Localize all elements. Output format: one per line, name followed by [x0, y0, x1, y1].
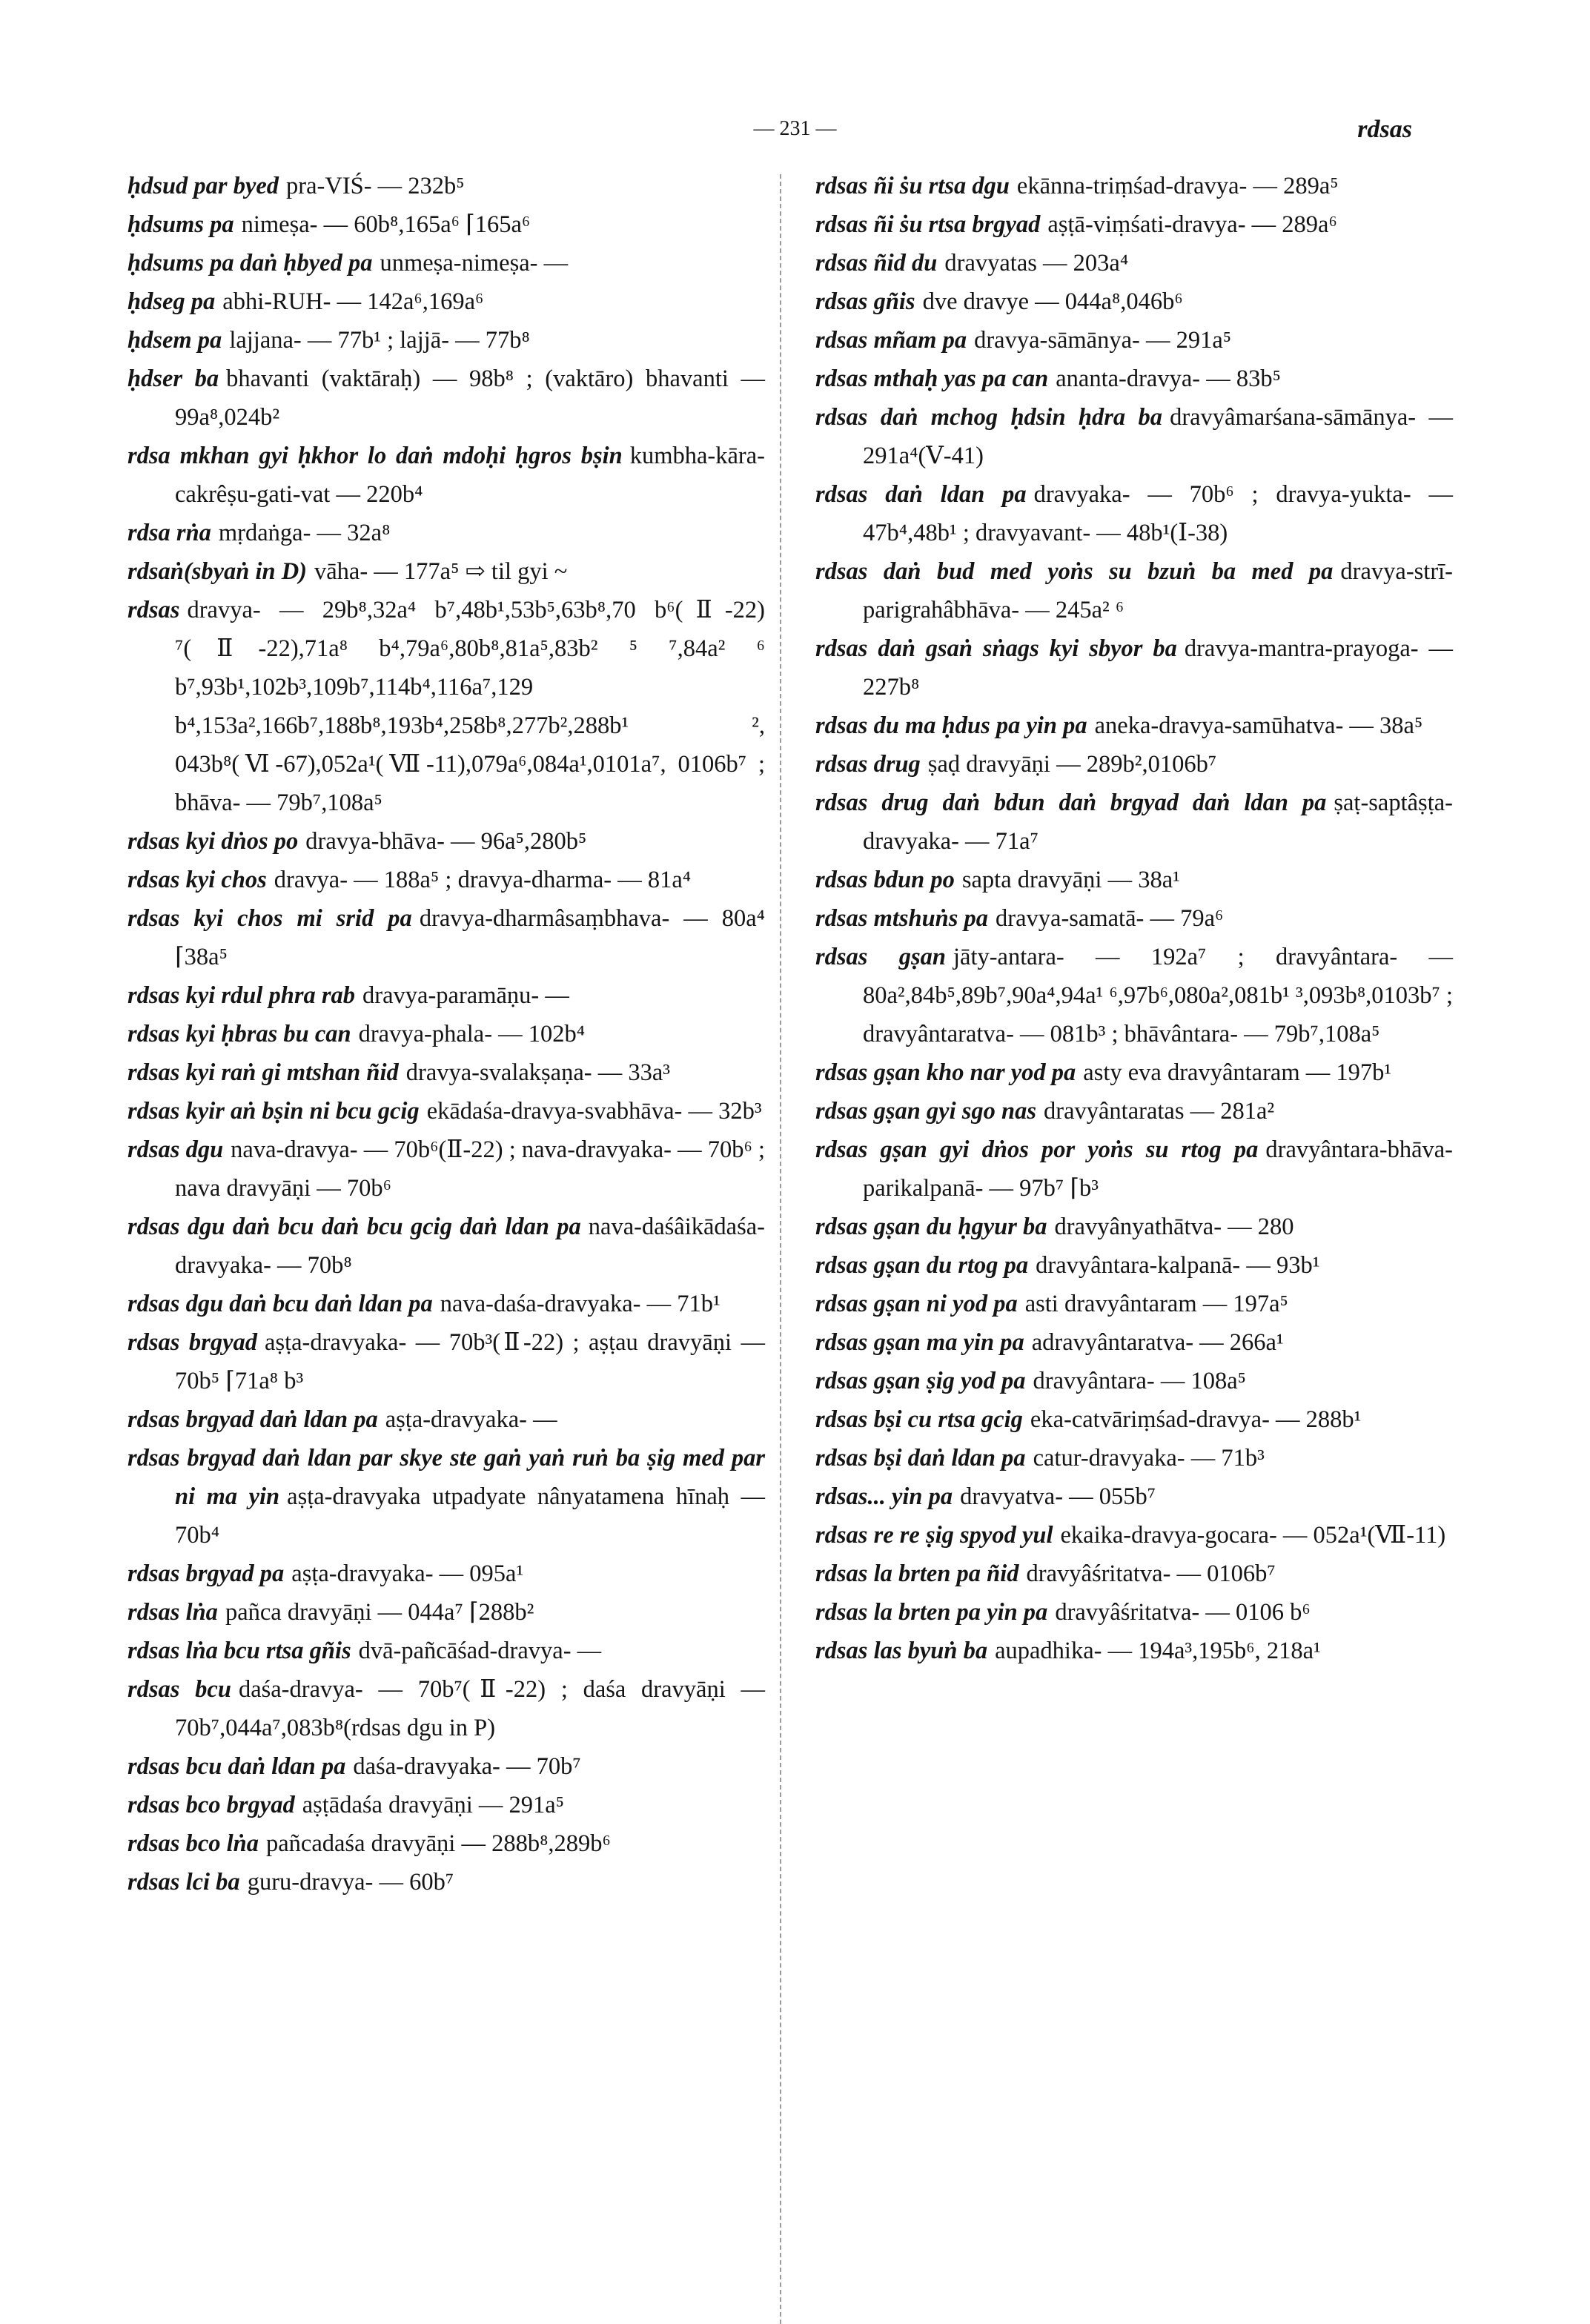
entry-definition: dravya-paramāṇu- —	[362, 982, 569, 1009]
entry-headword: rdsas gṣan ma yin pa	[815, 1329, 1024, 1356]
dictionary-entry	[815, 398, 1453, 475]
entry-definition: aṣṭa-dravyaka utpadyate nânyatamena hīnaḥ — 70b⁴	[175, 1483, 765, 1549]
entry-headword: rdsas gṣan gyi dṅos por yoṅs su rtog pa	[815, 1136, 1259, 1163]
dictionary-entry	[127, 1323, 765, 1400]
dictionary-entry	[127, 861, 765, 899]
entry-headword: rdsas mñam pa	[815, 327, 967, 354]
entry-headword: rdsas brgyad daṅ ldan par skye ste gaṅ yaṅ ruṅ ba ṣig med par ni ma yin	[127, 1445, 765, 1510]
entry-headword: rdsas brgyad daṅ ldan pa	[127, 1406, 378, 1433]
entry-definition: ekānna-triṃśad-dravya- — 289a⁵	[1016, 173, 1339, 199]
entry-headword: rdsas brgyad	[127, 1329, 258, 1356]
entry-headword: rdsas ñi ṡu rtsa brgyad	[815, 211, 1041, 238]
entry-definition: dravyaka- — 70b⁶ ; dravya-yukta- — 47b⁴,48b¹ ; dravyavant- — 48b¹(Ⅰ-38)	[863, 481, 1453, 546]
dictionary-entry	[127, 1208, 765, 1285]
entry-headword: rdsas bcu daṅ ldan pa	[127, 1753, 346, 1780]
entry-definition: dravyatva- — 055b⁷	[960, 1483, 1156, 1510]
entry-definition: ananta-dravya- — 83b⁵	[1056, 365, 1281, 392]
entry-definition: aṣṭa-dravyaka- — 095a¹	[291, 1560, 524, 1587]
entry-definition: mṛdaṅga- — 32a⁸	[218, 520, 391, 546]
entry-headword: ḥdseg pa	[127, 288, 216, 315]
dictionary-entry	[815, 1208, 1453, 1246]
entry-headword: rdsas la brten pa ñid	[815, 1560, 1019, 1587]
entry-definition: dravya-samatā- — 79a⁶	[996, 905, 1224, 932]
entry-headword: rdsas daṅ gsaṅ sṅags kyi sbyor ba	[815, 635, 1177, 662]
dictionary-entry	[127, 1053, 765, 1092]
entry-headword: rdsas ñid du	[815, 250, 938, 277]
entry-definition: dravya-dharmâsaṃbhava- — 80a⁴ ⌈38a⁵	[175, 905, 765, 970]
dictionary-entry	[815, 1400, 1453, 1439]
entry-headword: rdsas drug daṅ bdun daṅ brgyad daṅ ldan pa	[815, 789, 1327, 816]
entry-headword: rdsas kyi rdul phra rab	[127, 982, 356, 1009]
dictionary-entry	[815, 1285, 1453, 1323]
entry-definition: daśa-dravyaka- — 70b⁷	[353, 1753, 581, 1780]
entry-definition: pañcadaśa dravyāṇi — 288b⁸,289b⁶	[265, 1830, 611, 1857]
entry-definition: dravya-strī-parigrahâbhāva- — 245a² ⁶	[863, 558, 1453, 623]
entry-headword: rdsas daṅ ldan pa	[815, 481, 1027, 508]
page-number: — 231 —	[753, 117, 837, 140]
entry-definition: dravyâśritatva- — 0106b⁷	[1026, 1560, 1276, 1587]
entry-definition: aṣṭa-dravyaka- — 70b³(Ⅱ-22) ; aṣṭau dravyāṇi — 70b⁵ ⌈71a⁸ b³	[175, 1329, 765, 1394]
entry-headword: rdsas bṣi daṅ ldan pa	[815, 1445, 1026, 1471]
entry-definition: asti dravyântaram — 197a⁵	[1024, 1291, 1288, 1317]
entry-headword: rdsas... yin pa	[815, 1483, 953, 1510]
dictionary-entry	[127, 1670, 765, 1747]
dictionary-entry	[127, 1632, 765, 1670]
entry-definition: pañca dravyāṇi — 044a⁷ ⌈288b²	[225, 1599, 534, 1626]
entry-definition: dravyânyathātva- — 280	[1054, 1214, 1294, 1240]
entry-definition: dravya- — 188a⁵ ; dravya-dharma- — 81a⁴	[274, 867, 692, 893]
dictionary-entry	[815, 706, 1453, 745]
left-column	[127, 167, 765, 1901]
dictionary-entry	[127, 1593, 765, 1632]
entry-definition: dravyântara- — 108a⁵	[1033, 1368, 1246, 1394]
entry-definition: eka-catvāriṃśad-dravya- — 288b¹	[1030, 1406, 1362, 1433]
dictionary-entry	[127, 899, 765, 976]
entry-definition: dve dravye — 044a⁸,046b⁶	[922, 288, 1183, 315]
right-column	[815, 167, 1453, 1670]
dictionary-entry	[815, 1246, 1453, 1285]
entry-definition: dvā-pañcāśad-dravya- —	[358, 1638, 602, 1664]
dictionary-entry	[127, 1786, 765, 1824]
entry-headword: rdsas gṣan du ḥgyur ba	[815, 1214, 1047, 1240]
entry-headword: rdsas mtshuṅs pa	[815, 905, 989, 932]
entry-headword: rdsas las byuṅ ba	[815, 1638, 988, 1664]
dictionary-entry	[815, 1092, 1453, 1130]
dictionary-entry	[127, 1015, 765, 1053]
entry-definition: abhi-RUH- — 142a⁶,169a⁶	[222, 288, 484, 315]
entry-headword: rdsas dgu	[127, 1136, 224, 1163]
dictionary-entry	[127, 1400, 765, 1439]
entry-definition: ekādaśa-dravya-svabhāva- — 32b³	[426, 1098, 762, 1125]
dictionary-entry	[815, 205, 1453, 244]
entry-headword: rdsas mthaḥ yas pa can	[815, 365, 1049, 392]
entry-headword: rdsa rṅa	[127, 520, 211, 546]
entry-definition: asty eva dravyântaram — 197b¹	[1083, 1059, 1392, 1086]
entry-headword: rdsas re re ṣig spyod yul	[815, 1522, 1053, 1549]
entry-definition: dravyântara-bhāva-parikalpanā- — 97b⁷ ⌈b³	[863, 1136, 1453, 1202]
entry-headword: rdsa mkhan gyi ḥkhor lo daṅ mdoḥi ḥgros bṣin	[127, 443, 623, 469]
entry-headword: rdsas kyir aṅ bṣin ni bcu gcig	[127, 1098, 420, 1125]
entry-headword: rdsas dgu daṅ bcu daṅ bcu gcig daṅ ldan pa	[127, 1214, 581, 1240]
entry-definition: unmeṣa-nimeṣa- —	[380, 250, 569, 277]
dictionary-entry	[815, 745, 1453, 784]
entry-definition: sapta dravyāṇi — 38a¹	[961, 867, 1180, 893]
entry-definition: aṣṭa-dravyaka- —	[385, 1406, 557, 1433]
entry-definition: bhavanti (vaktāraḥ) — 98b⁸ ; (vaktāro) bhavanti — 99a⁸,024b²	[175, 365, 766, 431]
entry-headword: rdsas gṣan ṣig yod pa	[815, 1368, 1026, 1394]
dictionary-entry	[127, 437, 765, 514]
entry-definition: nimeṣa- — 60b⁸,165a⁶ ⌈165a⁶	[241, 211, 531, 238]
entry-definition: jāty-antara- — 192a⁷ ; dravyântara- — 80a²,84b⁵,89b⁷,90a⁴,94a¹ ⁶,97b⁶,080a²,081b¹ ³,093b⁸,0103b⁷ ; dravyântaratva- — 081b³ ; bhāvântara- — 79b⁷,108a⁵	[863, 944, 1454, 1047]
entry-definition: guru-dravya- — 60b⁷	[247, 1869, 454, 1896]
dictionary-entry	[815, 1593, 1453, 1632]
entry-definition: dravya-phala- — 102b⁴	[358, 1021, 586, 1047]
entry-definition: vāha- — 177a⁵ ⇨ til gyi ~	[314, 558, 568, 585]
dictionary-entry	[127, 1824, 765, 1863]
dictionary-entry	[127, 1555, 765, 1593]
entry-headword: ḥdsums pa	[127, 211, 234, 238]
entry-definition: dravyântara-kalpanā- — 93b¹	[1036, 1252, 1320, 1279]
entry-definition: aupadhika- — 194a³,195b⁶, 218a¹	[995, 1638, 1321, 1664]
entry-headword: rdsas lci ba	[127, 1869, 240, 1896]
dictionary-entry	[127, 591, 765, 822]
entry-definition: ṣaḍ dravyāṇi — 289b²,0106b⁷	[927, 751, 1217, 778]
entry-definition: aṣṭādaśa dravyāṇi — 291a⁵	[302, 1792, 565, 1818]
entry-definition: dravya-bhāva- — 96a⁵,280b⁵	[305, 828, 587, 855]
entry-headword: rdsas gṣan	[815, 944, 946, 970]
entry-definition: ekaika-dravya-gocara- — 052a¹(Ⅶ-11)	[1060, 1522, 1446, 1549]
dictionary-entry	[815, 552, 1453, 629]
entry-definition: dravyatas — 203a⁴	[944, 250, 1129, 277]
entry-headword: rdsas bdun po	[815, 867, 955, 893]
dictionary-entry	[127, 1439, 765, 1555]
entry-headword: rdsas brgyad pa	[127, 1560, 285, 1587]
entry-definition: pra-VIŚ- — 232b⁵	[286, 173, 465, 199]
entry-headword: rdsas lṅa	[127, 1599, 218, 1626]
entry-headword: rdsas kyi ḥbras bu can	[127, 1021, 351, 1047]
entry-definition: kumbha-kāra-cakrêṣu-gati-vat — 220b⁴	[175, 443, 765, 508]
dictionary-entry	[815, 1632, 1453, 1670]
dictionary-entry	[127, 1863, 765, 1901]
entry-headword: rdsas gṣan kho nar yod pa	[815, 1059, 1076, 1086]
entry-definition: ṣaṭ-saptâṣṭa-dravyaka- — 71a⁷	[863, 789, 1453, 855]
entry-headword: rdsas kyi raṅ gi mtshan ñid	[127, 1059, 399, 1086]
dictionary-entry	[815, 167, 1453, 205]
entry-definition: dravyântaratas — 281a²	[1044, 1098, 1275, 1125]
entry-definition: nava-dravya- — 70b⁶(Ⅱ-22) ; nava-dravyaka- — 70b⁶ ; nava dravyāṇi — 70b⁶	[175, 1136, 765, 1202]
dictionary-entry	[127, 205, 765, 244]
entry-headword: rdsas daṅ mchog ḥdsin ḥdra ba	[815, 404, 1163, 431]
dictionary-entry	[815, 938, 1453, 1053]
entry-definition: adravyântaratva- — 266a¹	[1031, 1329, 1284, 1356]
entry-definition: daśa-dravya- — 70b⁷(Ⅱ-22) ; daśa dravyāṇi — 70b⁷,044a⁷,083b⁸(rdsas dgu in P)	[175, 1676, 765, 1741]
dictionary-entry	[815, 1362, 1453, 1400]
dictionary-entry	[815, 282, 1453, 321]
entry-headword: rdsas dgu daṅ bcu daṅ ldan pa	[127, 1291, 433, 1317]
dictionary-entry	[127, 360, 765, 437]
entry-definition: lajjana- — 77b¹ ; lajjā- — 77b⁸	[229, 327, 530, 354]
dictionary-entry	[127, 167, 765, 205]
entry-definition: dravya-svalakṣaṇa- — 33a³	[405, 1059, 671, 1086]
entry-headword: rdsas du ma ḥdus pa yin pa	[815, 712, 1087, 739]
dictionary-entry	[815, 475, 1453, 552]
entry-headword: rdsas kyi chos mi srid pa	[127, 905, 412, 932]
entry-headword: rdsas bco brgyad	[127, 1792, 295, 1818]
dictionary-entry	[815, 321, 1453, 360]
entry-headword: ḥdsums pa daṅ ḥbyed pa	[127, 250, 373, 277]
entry-headword: rdsas bṣi cu rtsa gcig	[815, 1406, 1023, 1433]
entry-headword: rdsas drug	[815, 751, 921, 778]
dictionary-entry	[815, 1130, 1453, 1208]
dictionary-entry	[127, 552, 765, 591]
entry-headword: rdsas kyi chos	[127, 867, 267, 893]
dictionary-entry	[127, 822, 765, 861]
entry-headword: ḥdsem pa	[127, 327, 222, 354]
dictionary-entry	[127, 1130, 765, 1208]
dictionary-entry	[127, 321, 765, 360]
dictionary-entry	[815, 899, 1453, 938]
running-head: rdsas	[1357, 116, 1412, 143]
entry-headword: rdsas gñis	[815, 288, 915, 315]
column-divider	[780, 174, 781, 2324]
dictionary-entry	[127, 1747, 765, 1786]
entry-headword: rdsas gṣan gyi sgo nas	[815, 1098, 1036, 1125]
entry-definition: nava-daśâikādaśa-dravyaka- — 70b⁸	[175, 1214, 765, 1279]
dictionary-entry	[127, 514, 765, 552]
dictionary-entry	[815, 861, 1453, 899]
entry-headword: rdsas gṣan ni yod pa	[815, 1291, 1018, 1317]
entry-headword: rdsas bco lṅa	[127, 1830, 259, 1857]
dictionary-entry	[815, 1439, 1453, 1477]
entry-definition: dravyâmarśana-sāmānya- — 291a⁴(Ⅴ-41)	[863, 404, 1453, 469]
entry-definition: dravya- — 29b⁸,32a⁴ b⁷,48b¹,53b⁵,63b⁸,70 b⁶(Ⅱ-22) ⁷(Ⅱ-22),71a⁸ b⁴,79a⁶,80b⁸,81a⁵,83b² ⁵ ⁷,84a² ⁶ b⁷,93b¹,102b³,109b⁷,114b⁴,116a⁷,129 b⁴,153a²,166b⁷,188b⁸,193b⁴,258b⁸,277b²,288b¹ ², 043b⁸(Ⅵ-67),052a¹(Ⅶ-11),079a⁶,084a¹,0101a⁷, 0106b⁷ ; bhāva- — 79b⁷,108a⁵	[175, 597, 765, 816]
entry-definition: catur-dravyaka- — 71b³	[1033, 1445, 1265, 1471]
entry-headword: rdsas	[127, 597, 180, 623]
dictionary-entry	[815, 1053, 1453, 1092]
entry-headword: rdsas gṣan du rtog pa	[815, 1252, 1029, 1279]
entry-headword: rdsas lṅa bcu rtsa gñis	[127, 1638, 351, 1664]
dictionary-entry	[815, 1323, 1453, 1362]
dictionary-entry	[127, 1285, 765, 1323]
entry-definition: aṣṭā-viṃśati-dravya- — 289a⁶	[1047, 211, 1337, 238]
entry-definition: dravyâśritatva- — 0106 b⁶	[1055, 1599, 1311, 1626]
dictionary-entry	[815, 629, 1453, 706]
dictionary-entry	[127, 1092, 765, 1130]
entry-definition: dravya-sāmānya- — 291a⁵	[974, 327, 1232, 354]
entry-headword: rdsas la brten pa yin pa	[815, 1599, 1048, 1626]
entry-definition: dravya-mantra-prayoga- — 227b⁸	[863, 635, 1454, 701]
dictionary-entry	[815, 1477, 1453, 1516]
entry-headword: ḥdser ba	[127, 365, 219, 392]
entry-headword: rdsaṅ(sbyaṅ in D)	[127, 558, 307, 585]
entry-headword: ḥdsud par byed	[127, 173, 279, 199]
entry-definition: nava-daśa-dravyaka- — 71b¹	[440, 1291, 721, 1317]
entry-headword: rdsas kyi dṅos po	[127, 828, 299, 855]
dictionary-entry	[815, 1516, 1453, 1555]
dictionary-entry	[127, 282, 765, 321]
dictionary-entry	[815, 784, 1453, 861]
dictionary-entry	[127, 976, 765, 1015]
entry-definition: aneka-dravya-samūhatva- — 38a⁵	[1094, 712, 1423, 739]
entry-headword: rdsas daṅ bud med yoṅs su bzuṅ ba med pa	[815, 558, 1334, 585]
dictionary-entry	[815, 360, 1453, 398]
dictionary-entry	[127, 244, 765, 282]
dictionary-entry	[815, 1555, 1453, 1593]
entry-headword: rdsas ñi ṡu rtsa dgu	[815, 173, 1010, 199]
entry-headword: rdsas bcu	[127, 1676, 231, 1703]
dictionary-entry	[815, 244, 1453, 282]
